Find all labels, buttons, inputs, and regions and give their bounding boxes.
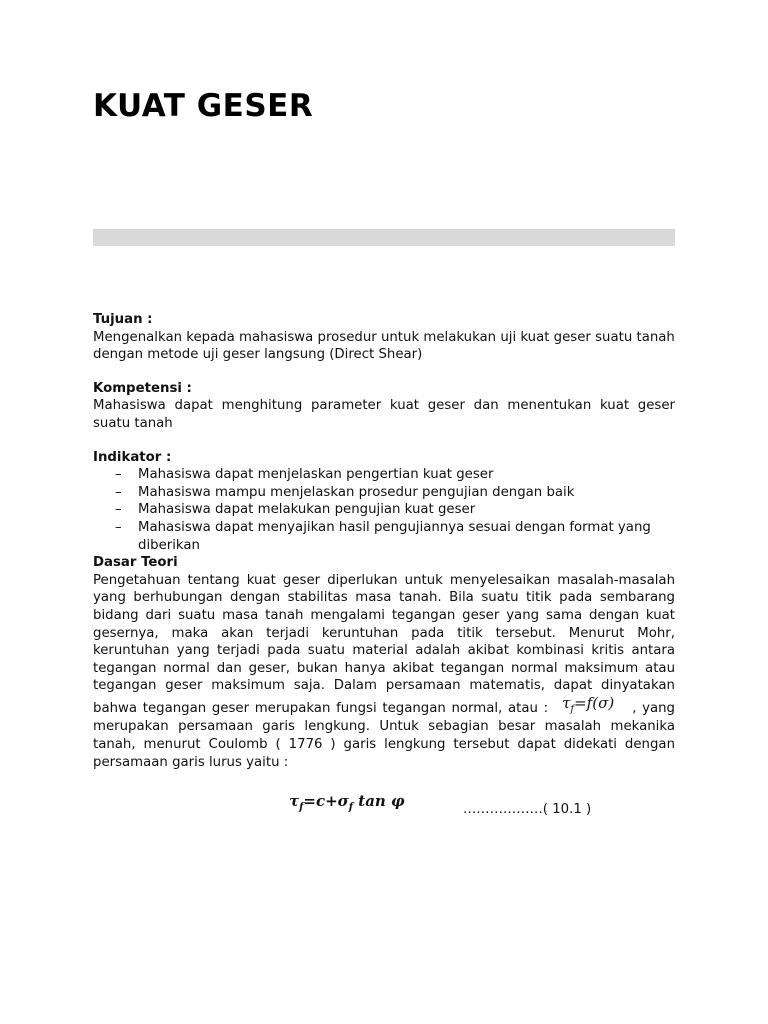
kompetensi-section [93, 380, 675, 433]
title-divider-bar [93, 229, 675, 246]
indikator-item: – Mahasiswa dapat melakukan pengujian kuat geser [93, 501, 675, 519]
paragraph-text-before: Pengetahuan tentang kuat geser diperlukan untuk menyelesaikan masalah-masalah yang berhubungan dengan stabilitas masa tanah. Bila suatu titik pada sembarang bidang dari suatu masa tanah mengalami tegangan geser yang sama dengan kuat gesernya, maka akan terjadi keruntuhan pada titik tersebut. Menurut Mohr, keruntuhan yang terjadi pada suatu material adalah akibat kombinasi kritis antara tegangan normal dan geser, bukan hanya akibat tegangan normal maksimum atau tegangan geser maksimum saja. Dalam persamaan matematis, dapat dinyatakan bahwa tegangan geser merupakan fungsi tegangan normal, atau : [93, 572, 675, 716]
indikator-list [93, 466, 675, 554]
indikator-item: – Mahasiswa dapat menjelaskan pengertian kuat geser [93, 466, 675, 484]
page-title: KUAT GESER [93, 88, 314, 124]
tujuan-heading: Tujuan : [93, 312, 153, 327]
tujuan-text: Mengenalkan kepada mahasiswa prosedur untuk melakukan uji kuat geser suatu tanah dengan metode uji geser langsung (Direct Shear) [93, 329, 675, 363]
document-body [93, 311, 675, 825]
indikator-heading: Indikator : [93, 449, 172, 465]
indikator-section [93, 449, 675, 555]
inline-equation: $\tau_f=f(\sigma)$ [562, 693, 615, 715]
dasar-teori-heading: Dasar Teori [93, 555, 178, 571]
indikator-item: – Mahasiswa mampu menjelaskan prosedur pengujian dengan baik [93, 484, 675, 502]
tujuan-section [93, 311, 675, 364]
coulomb-equation: $\tau_f=c+\sigma_f$ tan φ [289, 792, 405, 814]
equation-row [93, 785, 675, 825]
indikator-item: – Mahasiswa dapat menyajikan hasil pengujiannya sesuai dengan format yang diberikan [93, 519, 675, 554]
kompetensi-heading: Kompetensi : [93, 380, 192, 396]
equation-number: ………………( 10.1 ) [463, 802, 592, 818]
paragraph-text-after: , yang merupakan persamaan garis lengkung. Untuk sebagian besar masalah mekanika tanah, menurut Coulomb ( 1776 ) garis lengkung tersebut dapat didekati dengan persamaan garis lurus yaitu : [93, 700, 675, 770]
kompetensi-text: Mahasiswa dapat menghitung parameter kuat geser dan menentukan kuat geser suatu tanah [93, 398, 675, 431]
dasar-teori-paragraph [93, 572, 675, 772]
